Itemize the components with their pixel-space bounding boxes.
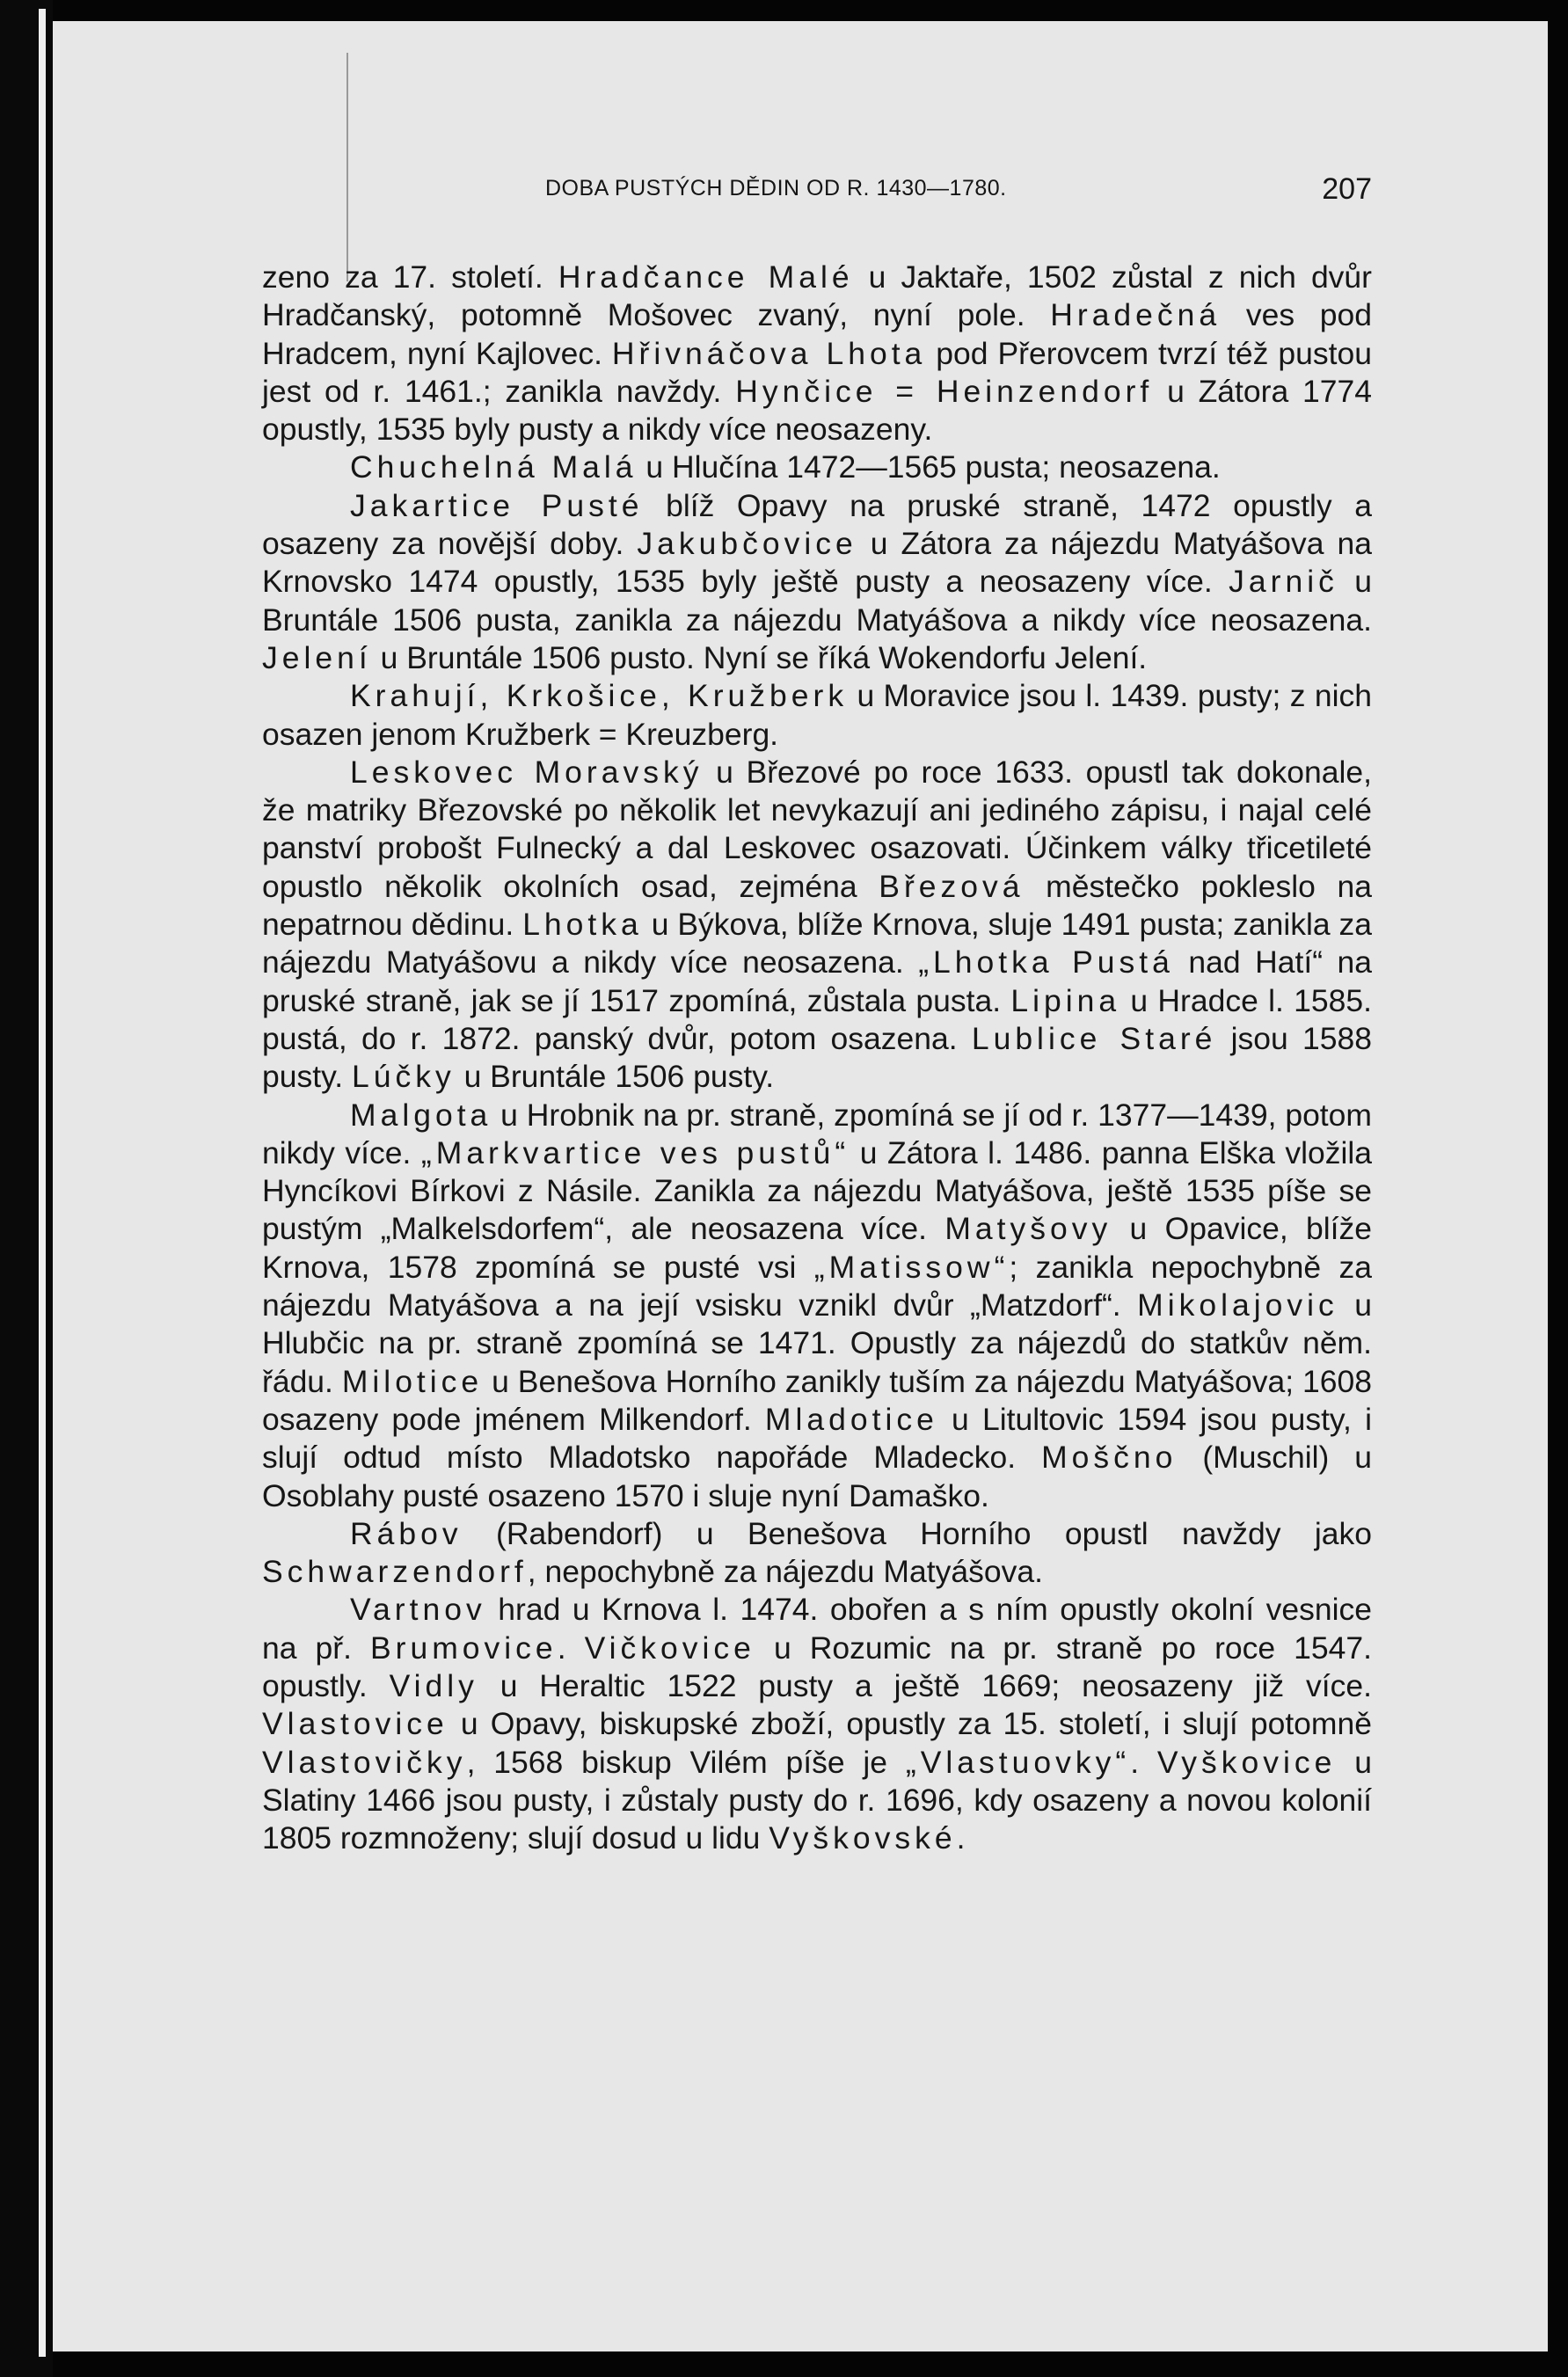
running-title: DOBA PUSTÝCH DĚDIN OD R. 1430—1780. <box>545 176 1007 201</box>
place-name: Lublice Staré <box>971 1020 1217 1056</box>
place-name: Jakubčovice <box>637 526 857 562</box>
text-run: pod Přerovcem tvrzí též pustou jest od r. 1461.; zanikla navždy. <box>262 335 1372 409</box>
place-name: Hradčance Malé <box>558 259 854 295</box>
text-run: nad Hatí“ na pruské straně, jak se jí 1517 zpomíná, zůstala pusta. <box>262 944 1372 1018</box>
text-run: u Litultovic 1594 jsou pusty, i slují odtud místo Mladotsko napořáde Mladecko. <box>262 1401 1372 1476</box>
text-run: u Heraltic 1522 pusty a ještě 1669; neosazeny již více. <box>478 1667 1372 1703</box>
place-name: Mladotice <box>764 1401 938 1437</box>
text-run: u Zátora 1774 opustly, 1535 byly pusty a nikdy více neosazeny. <box>262 373 1373 448</box>
text-run: u Březové po roce 1633. opustl tak dokonale, že matriky Březovské po několik let nevykazují ani jediného zápisu, i najal celé panství probošt Fulnecký a dal Leskovec osazovati. Účinkem války třicetileté opustlo několik okolních osad, zejména <box>262 754 1373 904</box>
text-run: ; zanikla nepochybně za nájezdu Matyášova a na její vsisku vznikl dvůr „Matzdorf“. <box>262 1249 1372 1323</box>
text-run: u Rozumic na pr. straně po roce 1547. opustly. <box>262 1630 1372 1703</box>
text-run: . <box>557 1630 585 1666</box>
text-run: u Benešova Horního zanikly tuším za nájezdu Matyášova; 1608 osazeny pode jménem Milkendorf. <box>262 1363 1372 1437</box>
text-run: u Bruntále 1506 pusto. Nyní se říká Wokendorfu Jelení. <box>371 639 1148 675</box>
text-run: u Bruntále 1506 pusty. <box>455 1059 775 1095</box>
paragraph <box>262 487 1372 677</box>
text-run: u Opavy, biskupské zboží, opustly za 15. století, i slují potomně <box>448 1706 1372 1742</box>
place-name: Vlastovičky <box>262 1744 467 1780</box>
place-name: Hynčice = Heinzendorf <box>735 373 1154 409</box>
text-run: u Opavice, blíže Krnova, 1578 zpomíná se pusté vsi <box>262 1211 1372 1285</box>
fold-line <box>346 53 348 281</box>
text-run: městečko pokleslo na nepatrnou dědinu. <box>262 868 1372 943</box>
paragraph <box>262 1515 1372 1592</box>
text-run: u Zátora za nájezdu Matyášova na Krnovsko 1474 opustly, 1535 byly ještě pusty a neosazeny více. <box>262 526 1373 600</box>
place-name: Schwarzendorf <box>262 1554 528 1590</box>
place-name: „Markvartice ves pustů“ <box>420 1134 850 1170</box>
page-header <box>545 172 1372 211</box>
text-run: , 1568 biskup Vilém píše je <box>466 1744 906 1780</box>
paragraph <box>262 448 1372 486</box>
place-name: Vyškovice <box>1156 1744 1337 1780</box>
text-run: hrad u Krnova l. 1474. obořen a s ním opustly okolní vesnice na př. <box>262 1592 1372 1666</box>
text-run: u Zátora l. 1486. panna Elška vložila Hyncíkovi Bírkovi z Násile. Zanikla za nájezdu Matyášova, ještě 1535 píše se pustým „Malkelsdorfem“, ale neosazena více. <box>262 1134 1372 1247</box>
place-name: Březová <box>879 868 1025 904</box>
place-name: Chuchelná Malá <box>350 449 638 485</box>
text-run: blíž Opavy na pruské straně, 1472 opustly a osazeny za novější doby. <box>262 487 1372 562</box>
place-name: Hradečná <box>1050 297 1222 333</box>
place-name: Vartnov <box>350 1592 486 1628</box>
text-run: u Moravice jsou l. 1439. pusty; z nich osazen jenom Kružberk = Kreuzberg. <box>262 678 1372 752</box>
place-name: „Lhotka Pustá <box>918 944 1174 981</box>
text-run: u Slatiny 1466 jsou pusty, i zůstaly pusty do r. 1696, kdy osazeny a novou kolonií 1805 rozmnoženy; slují dosud u lidu <box>262 1744 1372 1856</box>
place-name: Jakartice Pusté <box>350 487 644 523</box>
place-name: Lúčky <box>351 1059 456 1095</box>
place-name: „Vlastuovky“ <box>905 1744 1131 1780</box>
text-run: (Rabendorf) u Benešova Horního opustl navždy jako <box>462 1515 1372 1551</box>
place-name: Rábov <box>350 1515 463 1551</box>
text-run: u Bruntále 1506 pusta, zanikla za nájezdu Matyášova a nikdy více neosazena. <box>262 564 1372 638</box>
place-name: Krahují, Krkošice, Kružberk <box>350 678 849 714</box>
place-name: „Matissow“ <box>813 1249 1010 1285</box>
place-name: Milotice <box>341 1363 484 1399</box>
place-name: Mikolajovic <box>1137 1287 1338 1323</box>
place-name: Vyškovské <box>769 1820 957 1856</box>
text-run: u Jaktaře, 1502 zůstal z nich dvůr Hradčanský, potomně Mošovec zvaný, nyní pole. <box>262 259 1372 333</box>
place-name: Leskovec Moravský <box>350 754 704 790</box>
text-run: u Býkova, blíže Krnova, sluje 1491 pusta; zanikla za nájezdu Matyášovu a nikdy více neosazena. <box>262 907 1372 981</box>
paragraph <box>262 1097 1372 1515</box>
binding-rule <box>39 9 46 2357</box>
paragraph <box>262 259 1372 448</box>
place-name: Vlastovice <box>262 1706 449 1742</box>
place-name: Brumovice <box>369 1630 558 1666</box>
place-name: Lipina <box>1010 982 1121 1018</box>
text-run: , nepochybně za nájezdu Matyášova. <box>527 1554 1043 1590</box>
place-name: Malgota <box>350 1097 492 1133</box>
text-run: (Muschil) u Osoblahy pusté osazeno 1570 i sluje nyní Damaško. <box>262 1440 1372 1513</box>
place-name: Jarnič <box>1229 564 1338 600</box>
text-run: jsou 1588 pusty. <box>262 1020 1372 1095</box>
text-run: . <box>1130 1744 1157 1780</box>
text-run: . <box>956 1820 966 1856</box>
text-run: ves pod Hradcem, nyní Kajlovec. <box>262 297 1372 371</box>
place-name: Hřivnáčova Lhota <box>611 335 927 371</box>
paragraph <box>262 754 1372 1097</box>
text-run: u Hlubčic na pr. straně zpomíná se 1471. Opustly za nájezdů do statkův něm. řádu. <box>262 1287 1373 1399</box>
place-name: Matyšovy <box>944 1211 1112 1247</box>
place-name: Vičkovice <box>584 1630 755 1666</box>
place-name: Lhotka <box>522 907 643 943</box>
paragraph <box>262 677 1372 754</box>
text-run: u Hlučína 1472—1565 pusta; neosazena. <box>637 449 1221 485</box>
text-run: zeno za 17. století. <box>262 259 558 295</box>
place-name: Jelení <box>262 639 372 675</box>
text-run: u Hradce l. 1585. pustá, do r. 1872. panský dvůr, potom osazena. <box>262 982 1372 1056</box>
paragraph <box>262 1591 1372 1857</box>
text-run: u Hrobnik na pr. straně, zpomíná se jí od r. 1377—1439, potom nikdy více. <box>262 1097 1372 1170</box>
page-number: 207 <box>1322 172 1372 206</box>
place-name: Vidly <box>389 1667 478 1703</box>
place-name: Moščno <box>1041 1440 1178 1476</box>
page-left-edge <box>0 0 53 2377</box>
body-text <box>262 259 1372 1857</box>
